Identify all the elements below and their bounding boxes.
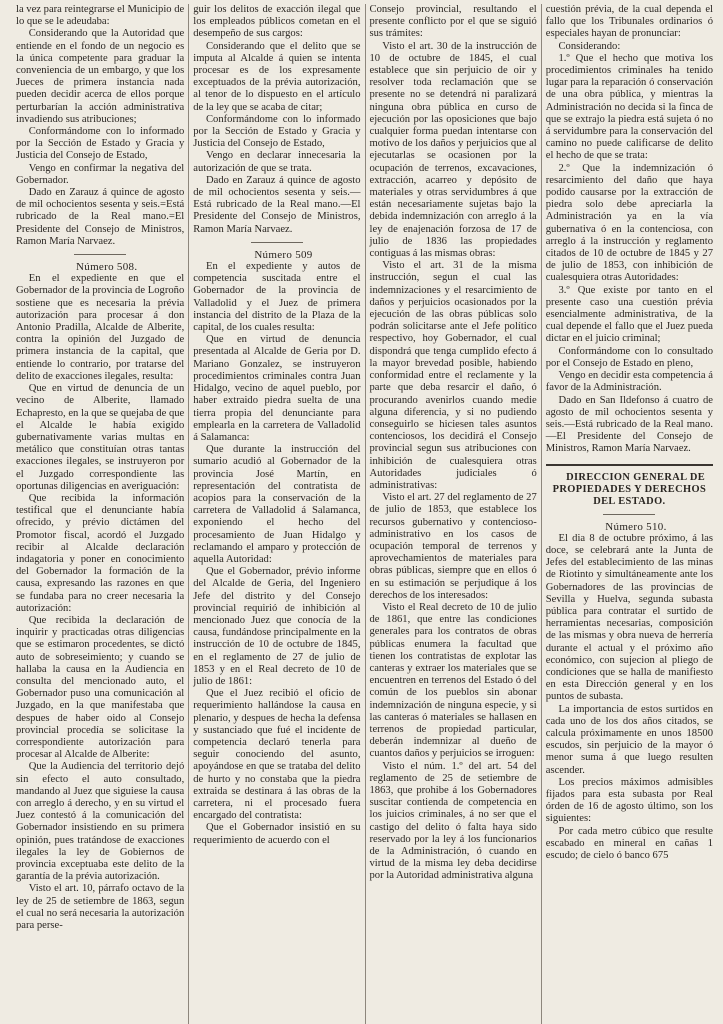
paragraph: Que la Audiencia del territorio dejó sin efecto el auto consultado, mandando al Juez que siguiese la causa con arreglo á derecho, y en su virtud el Juez contestó á la comunicación del Gobernador insistiendo en su primera opinión, pues tratándose de exacciones ilegales la ley de Gobiernos de provincia exceptuaba este delito de la garantía de la prévia autorización. [16,761,185,883]
heading-divider [74,254,126,255]
paragraph: Conformándome con lo informado por la Sección de Estado y Gracia y Justicia del Consejo de Estado, [16,126,185,162]
paragraph: Por cada metro cúbico que resulte escabado en mineral en cañas 1 escudo; de cielo ó banco 675 [545,825,713,861]
paragraph: En el expediente y autos de competencia suscitada entre el Gobernador de la provincia de Valladolid y el Juez de primera instancia del distrito de la Plaza de la capital, de los cuales resulta: [193,261,361,334]
decree-number-heading: Número 509 [254,248,313,261]
paragraph: Conformándome con lo consultado por el Consejo de Estado en pleno, [545,345,713,369]
paragraph: Visto el Real decreto de 10 de julio de 1861, que entre las condiciones generales para los contratos de obras públicas enumera la facultad que tienen los contratistas de explotar las canteras y extraer los materiales que se encuentren en terrenos del Estado ó del común de los pueblos sin abonar indemnización de ninguna especie, y si las canteras ó materiales se hallasen en terrenos de propiedad particular, deberán indemnizar al dueño de cuantos daños y perjuicios se irroguen: [369,601,537,760]
paragraph: Visto el art. 31 de la misma instrucción, segun el cual las indemnizaciones y el resarcimiento de daños y perjuicios ocasionados por la ejecución de las obras públicas solo podrán solicitarse ante el Jefe político respectivo, hoy Gobernador, el cual dispondrá que tenga cumplido efecto á la mayor brevedad posible, habiendo conformidad entre el reclamente y la parte que deba resarcir el daño, ó procurando avenirlos cuando medie alguna diferencia, y si no pudiendo conseguirlo se hiciesen tales asuntos contenciosos, los decidirá el Consejo provincial segun sus atribuciones con inhibición de cualesquiera otras Autoridades judiciales ó administrativas: [369,260,537,491]
paragraph: Que en virtud de denuncia presentada al Alcalde de Geria por D. Mariano Gonzalez, se instruyeron procedimientos criminales contra Juan Hidalgo, vecino de aquel pueblo, por haber extraido piedra suelta de una tierra propia del denunciante para emplearla en la carretera de Valladolid á Salamanca: [193,334,361,443]
paragraph: Visto el núm. 1.º del art. 54 del reglamento de 25 de setiembre de 1863, que prohibe á los Gobernadores suscitar contienda de competencia en los juicios criminales, á no ser que el castigo del delito ó falta haya sido reservado por la ley á los funcionarios de la Administración, ó cuando en virtud de la misma ley deba decidirse por la Autoridad administrativa alguna [369,760,537,882]
paragraph: 1.º Que el hecho que motiva los procedimientos criminales ha tenido lugar para la reparación ó conservación de una obra pública, y mientras la Administración no decida si la finca de que se extrajo la piedra está sujeta ó no á servidumbre para la conservación del camino no puede calificarse de delito el hecho de que se trata: [545,52,713,162]
paragraph: En el expediente en que el Gobernador de la provincia de Logroño sostiene que es necesaria la prévia autorización para procesar á don Antonio Pradilla, Alcalde de Alberite, contra la opinión del Juzgado de primera instancia de la capital, que entiende lo contrario, por tratarse del delito de exacciones ilegales, resulta: [16,273,185,382]
paragraph: Vengo en confirmar la negativa del Gobernador. [16,162,185,186]
paragraph: Dado en Zarauz á quince de agosto de mil ochocientos sesenta y seis.—Está rubricado de la Real mano.—El Presidente del Consejo de Ministros, Ramon María Narvaez. [193,174,361,235]
decree-number-heading: Número 508. [76,261,138,274]
paragraph: Que en virtud de denuncia de un vecino de Alberite, llamado Echapresto, en la que se quejaba de que el Alcalde le había exigido gubernativamente varias multas en metálico que constituían otras tantas exacciones ilegales, se instruyeron por el Juzgado correspondiente las oportunas diligencias en averiguación: [16,383,185,492]
paragraph: guir los delitos de exacción ilegal que los empleados públicos cometan en el desempeño de sus cargos: [193,4,361,40]
paragraph: Dado en San Ildefonso á cuatro de agosto de mil ochocientos sesenta y seis.—Está rubricado de la Real mano.—El Presidente del Consejo de Ministros, Ramon María Narvaez. [545,394,713,455]
paragraph: Consejo provincial, resultando el presente conflicto por el que se siguió sus trámites: [369,4,537,40]
paragraph: La importancia de estos surtidos en cada uno de los dos años citados, se calcula próximamente en unos 18500 escudos, sin perjuicio de la mayor ó menor suma á que luego resulten ascender. [545,703,713,776]
paragraph: Vengo en declarar innecesaria la autorización de que se trata. [193,150,361,174]
paragraph: Que el Juez recibió el oficio de requerimiento hallándose la causa en plenario, y despues de hecha la defensa y sustanciado que fué el incidente de competencia declaró tenerla para seguir conociendo del asunto, apoyándose en que se trataba del delito de hurto y no constaba que la piedra extraida se destinara á las obras de la carretera, ni el procesado fuera encargado del contratista: [193,688,361,822]
section-divider [546,464,713,466]
column-2 [188,4,364,1024]
heading-divider [603,514,655,515]
paragraph: 2.º Que la indemnización ó resarcimiento del daño que haya podido causarse por la extracción de piedra solo debe apreciarla la Administración ya en la vía gubernativa ó en la contenciosa, con arreglo á la instrucción y reglamento citados de 10 de octubre de 1845 y 27 de julio de 1853, con inhibición de cualesquiera otras Autoridades: [545,162,713,284]
paragraph: Dado en Zarauz á quince de agosto de mil ochocientos sesenta y seis.=Está rubricado de la Real mano.=El Presidente del Consejo de Ministros, Ramon María Narvaez. [16,187,185,247]
paragraph: Visto el art. 27 del reglamento de 27 de julio de 1853, que establece los recursos gubernativo y contencioso-administrativo en los casos de ocupación temporal de terrenos y aprovechamientos de materiales para obras públicas, siempre que en ellos ó en su estimación se perjudique á los derechos de los interesados: [369,492,537,601]
paragraph: Considerando que el delito que se imputa al Alcalde á quien se intenta procesar es de los expresamente exceptuados de la prévia autorización, al tenor de lo dispuesto en el artículo de la ley que se acaba de citar; [193,40,361,113]
paragraph: Que recibida la información testifical que el denunciante había ofrecido, y prévio dictámen del Promotor fiscal, acordó el Juzgado recibir al Alcalde declaración indagatoria y poner en conocimiento del Gobernador la formación de la causa, expresando las razones en que se fundaba para no creer necesaria la autorización: [16,492,185,614]
section-title: DIRECCION GENERAL DE PROPIEDADES Y DERECHOS DEL ESTADO. [552,471,707,507]
paragraph: 3.º Que existe por tanto en el presente caso una cuestión prévia esencialmente administrativa, de la cual depende el fallo que el Juez pueda dictar en el juicio criminal; [545,284,713,345]
paragraph: Considerando: [558,40,621,52]
paragraph: Visto el art. 30 de la instrucción de 10 de octubre de 1845, el cual establece que sin perjuicio de oir y resolver toda reclamación que se presente no se detendrá ni paralizará ninguna obra pública en curso de ejecución por las oposiciones que bajo cualquier forma puedan intentarse con motivo de los daños y perjuicios que al ejecutarlas se ocasionen por la ocupación de terrenos, excavaciones, extracción, acarreo y depósito de materiales y otras servidumbres á que están necesariamente sujetas bajo la debida indemnización con arreglo á la ley de enajenación forzosa de 17 de julio de 1836 las propiedades contiguas á las mismas obras: [369,40,537,260]
column-3 [365,4,541,1024]
paragraph: cuestión prévia, de la cual dependa el fallo que los Tribunales ordinarios ó especiales hayan de pronunciar: [545,4,713,40]
paragraph: Los precios máximos admisibles fijados para esta subasta por Real órden de 16 de agosto último, son los siguientes: [545,776,713,825]
column-4 [541,4,717,1024]
column-1 [12,4,188,1024]
paragraph: Vengo en decidir esta competencia á favor de la Administración. [545,370,713,394]
paragraph: Visto el art. 10, párrafo octavo de la ley de 25 de setiembre de 1863, segun el cual no será necesaria la autorización para perse- [16,883,185,932]
paragraph: El dia 8 de octubre próximo, á las doce, se celebrará ante la Junta de Jefes del establecimiento de las minas de Riotinto y simultáneamente ante los Gobernadores de las provincias de Sevilla y Huelva, segunda subasta pública para contratar el surtido de herramientas necesarias, composición de las mismas y obra nueva de herrería durante el actual y el próximo año económico, con sujecion al pliego de condiciones que se halla de manifiesto en esta Dirección general y en los puntos de subasta. [545,532,713,703]
paragraph: la vez para reintegrarse el Municipio de lo que se le adeudaba: [16,4,185,28]
paragraph: Que el Gobernador, prévio informe del Alcalde de Geria, del Ingeniero Jefe del distrito y del Consejo provincial requirió de inhibición al mencionado Juez que conocía de la causa, fundándose principalmente en la instrucción de 10 de octubre de 1845, en el reglamento de 27 de julio de 1853 y en el Real decreto de 10 de julio de 1861: [193,566,361,687]
paragraph: Conformándome con lo informado por la Sección de Estado y Gracia y Justicia del Consejo de Estado, [193,113,361,150]
paragraph: Que el Gobernador insistió en su requerimiento de acuerdo con el [193,822,361,846]
heading-divider [251,242,303,243]
paragraph: Que durante la instrucción del sumario acudió al Gobernador de la provincia José Martín, en representación del contratista de acopios para la conservación de la carretera de Valladolid á Salamanca, exponiendo el hecho del procesamiento de Juan Hidalgo y reclamando el amparo y protección de aquella Autoridad: [193,444,361,565]
paragraph: Considerando que la Autoridad que entiende en el fondo de un negocio es la única competente para graduar la conveniencia de un embargo, y que los Jueces de primera instancia nada pueden decidir acerca de ellos porque perturbarían la acción administrativa invadiendo sus atribuciones; [16,28,185,125]
decree-number-heading: Número 510. [605,520,667,533]
paragraph: Que recibida la declaración de inquirir y practicadas otras diligencias que se estimaron procedentes, se dictó auto de sobreseimiento; y cuando se hallaba la causa en la Audiencia en consulta del mencionado auto, el Gobernador puso una comunicación al Juzgado, en la que manifestaba que despues de haber oido al Consejo provincial procedía se solicitase la correspondiente autorización para procesar al Alcalde de Alberite: [16,614,185,761]
